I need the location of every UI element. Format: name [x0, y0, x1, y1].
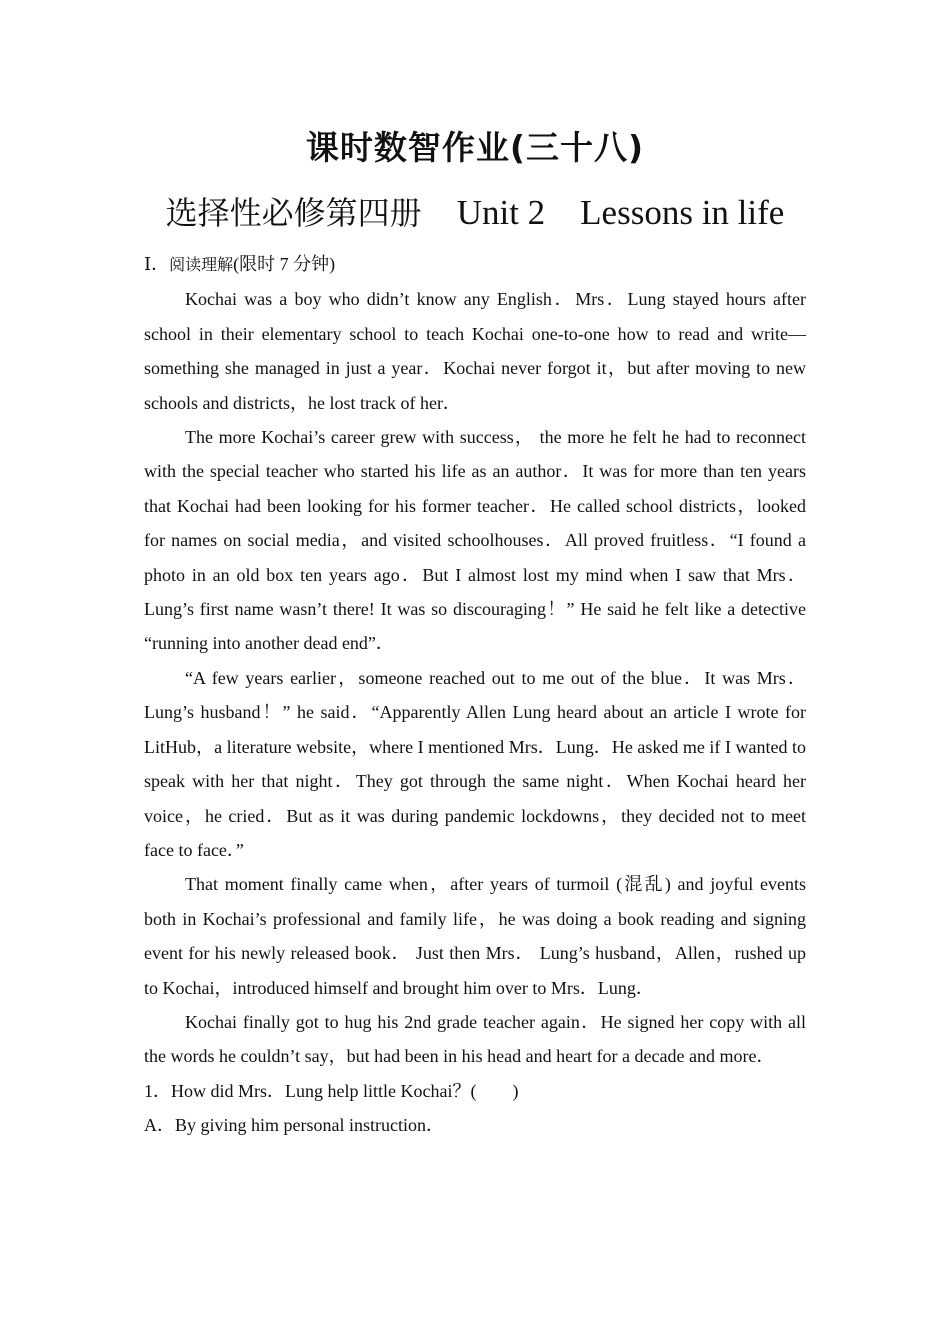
passage-paragraph-1: Kochai was a boy who didn’t know any English．Mrs．Lung stayed hours after school in their elementary school to teach Kochai one-to-one how to read and write—something she managed in just a year．Kochai never forgot it，but after moving to new schools and districts，he lost track of her． — [144, 289, 806, 413]
question-1-stem: 1．How did Mrs．Lung help little Kochai？( ) — [144, 1080, 519, 1101]
section-time-limit: (限时 7 分钟) — [233, 254, 336, 274]
section-heading — [144, 247, 806, 282]
section-name: 阅读理解 — [169, 255, 234, 274]
page-subtitle — [0, 188, 950, 234]
passage-paragraph-4: That moment finally came when，after years of turmoil (混乱) and joyful events both in Kochai’s professional and family life，he was doing a book reading and signing event for his newly released book． Just then Mrs． Lung’s husband，Allen，rushed up to Kochai，introduced himself and brought him over to Mrs．Lung． — [144, 874, 806, 998]
subtitle-chinese: 选择性必修第四册 — [165, 194, 422, 232]
document-body — [144, 247, 806, 1143]
passage-paragraph-3: “A few years earlier，someone reached out to me out of the blue．It was Mrs．Lung’s husband！” he said．“Apparently Allen Lung heard about an article I wrote for LitHub，a literature website，where I mentioned Mrs．Lung．He asked me if I wanted to speak with her that night．They got through the same night．When Kochai heard her voice，he cried．But as it was during pandemic lockdowns，they decided not to meet face to face．” — [144, 667, 806, 860]
passage-paragraph-5: Kochai finally got to hug his 2nd grade teacher again．He signed her copy with all the words he couldn’t say，but had been in his head and heart for a decade and more． — [144, 1011, 806, 1067]
page-title: 课时数智作业(三十八) — [305, 128, 645, 167]
question-1-option-a[interactable]: A．By giving him personal instruction． — [144, 1115, 444, 1136]
passage-paragraph-2: The more Kochai’s career grew with success， the more he felt he had to reconnect with the special teacher who started his life as an author．It was for more than ten years that Kochai had been looking for his former teacher．He called school districts，looked for names on social media，and visited schoolhouses．All proved fruitless．“I found a photo in an old box ten years ago．But I almost lost my mind when I saw that Mrs．Lung’s first name wasn’t there! It was so discouraging！” He said he felt like a detective “running into another dead end”． — [144, 427, 806, 654]
subtitle-unit: Unit 2 Lessons in life — [456, 193, 785, 232]
section-number: Ⅰ． — [144, 254, 170, 274]
